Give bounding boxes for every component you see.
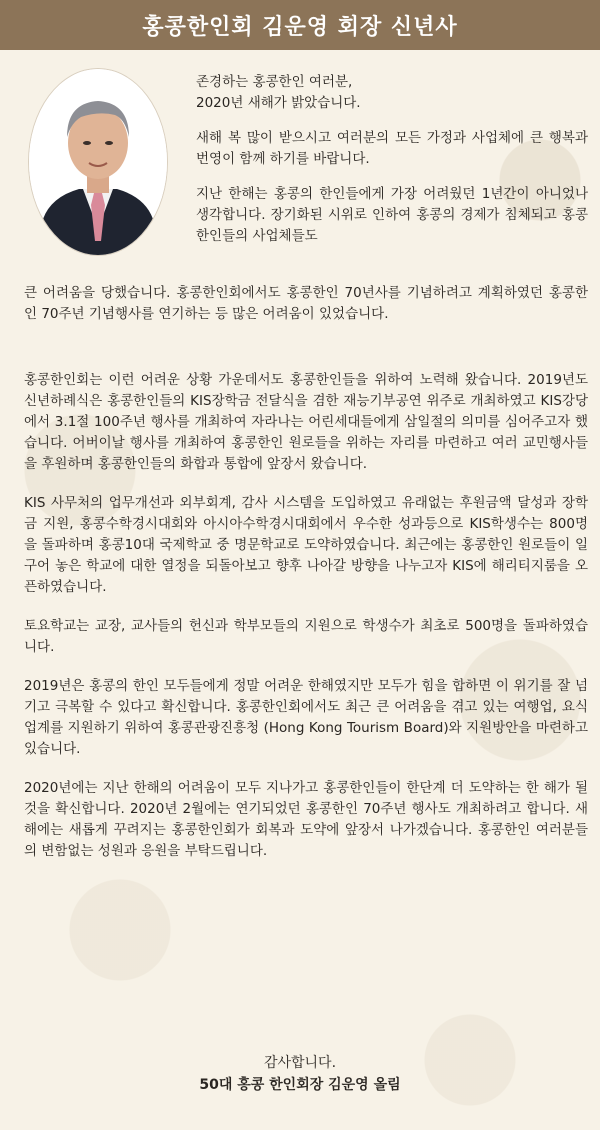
portrait-illustration xyxy=(29,69,167,255)
title-bar xyxy=(0,0,600,50)
body-paragraph: 2020년에는 지난 한해의 어려움이 모두 지나가고 홍콩한인들이 한단계 더 도약하는 한 해가 될것을 확신합니다. 2020년 2월에는 연기되었던 홍콩한인 70주년 행사도 개최하려고 합니다. 새해에는 새롭게 꾸려지는 홍콩한인회가 회복과 도약에 앞장서 나가겠습니다. 홍콩한인 여러분들의 변함없는 성원과 응원을 부탁드립니다. xyxy=(24,780,588,859)
greeting xyxy=(196,72,588,114)
intro-section xyxy=(196,72,588,261)
body-section xyxy=(24,370,588,880)
para1-start: 지난 한해는 홍콩의 한인들에게 가장 어려웠던 1년간이 아니었나 생각합니다. 장기화된 시위로 인하여 홍콩의 경제가 침체되고 홍콩한인들의 사업체들도 xyxy=(196,186,588,244)
body-paragraph: 홍콩한인회는 이런 어려운 상황 가운데서도 홍콩한인들을 위하여 노력해 왔습니다. 2019년도 신년하례식은 홍콩한인들의 KIS장학금 전달식을 겸한 재능기부공연 위주로 개최하였고 KIS강당에서 3.1절 100주년 행사를 개최하여 자라나는 어린세대들에게 삼일절의 의미를 심어주고자 했습니다. 어버이날 행사를 개최하여 홍콩한인 원로들을 위하는 자리를 마련하고 여러 교민행사들을 후원하며 홍콩한인들의 화합과 통합에 앞장서 왔습니다. xyxy=(24,372,588,472)
page-title: 홍콩한인회 김운영 회장 신년사 xyxy=(142,14,458,40)
closing-section xyxy=(0,1052,600,1096)
portrait-photo xyxy=(28,68,168,256)
body-paragraph: 2019년은 홍콩의 한인 모두들에게 정말 어려운 한해였지만 모두가 힘을 합하면 이 위기를 잘 넘기고 극복할 수 있다고 확신합니다. 홍콩한인회에서도 최근 큰 어려움을 겪고 있는 여행업, 요식업계를 지원하기 위하여 홍콩관광진흥청 (Hong Kong Tourism Board)와 지원방안을 마련하고 있습니다. xyxy=(24,678,588,757)
body-paragraph: KIS 사무처의 업무개선과 외부회계, 감사 시스템을 도입하였고 유래없는 후원금액 달성과 장학금 지원, 홍콩수학경시대회와 아시아수학경시대회에서 우수한 성과등으로 KIS학생수는 800명을 돌파하며 홍콩10대 국제학교 중 명문학교로 도약하였습니다. 최근에는 홍콩한인 원로들이 일구어 놓은 학교에 대한 열정을 되돌아보고 향후 나아갈 방향을 나누고자 KIS에 해리티지룸을 오픈하였습니다. xyxy=(24,495,588,595)
thanks-text: 감사합니다. xyxy=(263,1055,337,1071)
greeting-line-1: 존경하는 홍콩한인 여러분, xyxy=(196,74,353,90)
greeting-line-2: 2020년 새해가 밝았습니다. xyxy=(196,95,361,111)
signoff-text: 50대 홍콩 한인회장 김운영 올림 xyxy=(199,1077,401,1093)
body-paragraph: 토요학교는 교장, 교사들의 헌신과 학부모들의 지원으로 학생수가 최초로 500명을 돌파하였습니다. xyxy=(24,618,588,655)
new-year-wish: 새해 복 많이 받으시고 여러분의 모든 가정과 사업체에 큰 행복과 번영이 함께 하기를 바랍니다. xyxy=(196,130,588,167)
para1-continuation: 큰 어려움을 당했습니다. 홍콩한인회에서도 홍콩한인 70년사를 기념하려고 계획하였던 홍콩한인 70주년 기념행사를 연기하는 등 많은 어려움이 있었습니다. xyxy=(24,285,588,322)
